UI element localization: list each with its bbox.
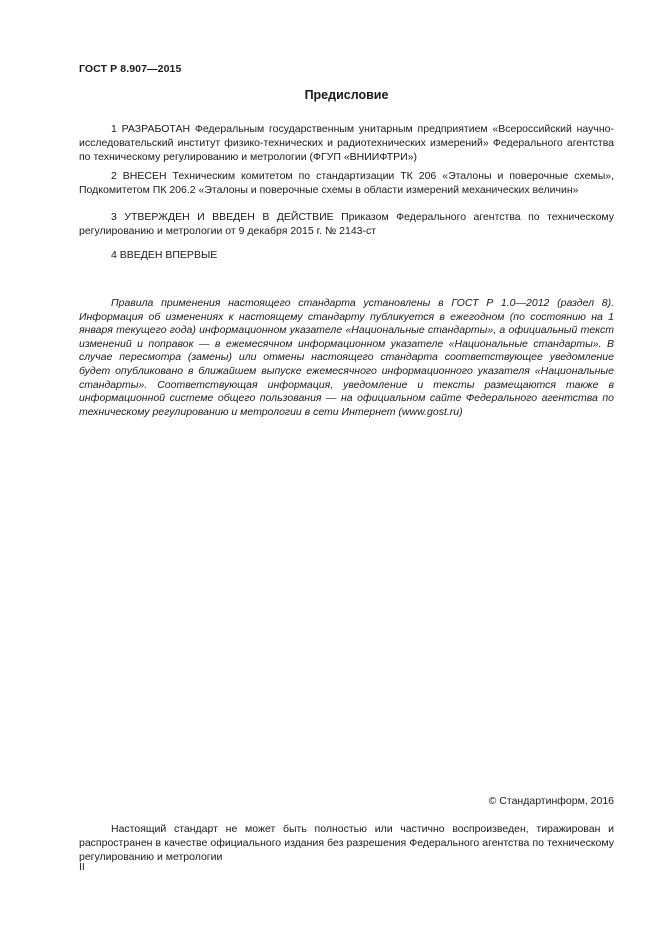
reproduction-notice: Настоящий стандарт не может быть полностью или частично воспроизведен, тиражирован и распространен в качестве официального издания без разрешения Федерального агентства по техническому регулированию и метрологии: [79, 823, 614, 863]
page-title: Предисловие: [304, 88, 389, 102]
foreword-item-4: 4 ВВЕДЕН ВПЕРВЫЕ: [111, 249, 218, 261]
application-rules-notice: Правила применения настоящего стандарта установлены в ГОСТ Р 1.0—2012 (раздел 8). Информация об изменениях к настоящему стандарту публикуется в ежегодном (по состоянию на 1 января текущего года) информационном указателе «Национальные стандарты», а официальный текст изменений и поправок — в ежемесячном информационном указателе «Национальные стандарты». В случае пересмотра (замены) или отмены настоящего стандарта соответствующее уведомление будет опубликовано в ближайшем выпуске ежемесячного информационного указателя «Национальные стандарты». Соответствующая информация, уведомление и тексты размещаются также в информационной системе общего пользования — на официальном сайте Федерального агентства по техническому регулированию и метрологии в сети Интернет (www.gost.ru): [79, 297, 614, 418]
page-number: II: [79, 861, 85, 873]
foreword-item-1: 1 РАЗРАБОТАН Федеральным государственным унитарным предприятием «Всероссийский научно-исследовательский институт физико-технических и радиотехнических измерений» Федерального агентства по техническому регулированию и метрологии (ФГУП «ВНИИФТРИ»): [79, 123, 614, 163]
copyright-line: © Стандартинформ, 2016: [488, 795, 614, 807]
foreword-item-2: 2 ВНЕСЕН Техническим комитетом по стандартизации ТК 206 «Эталоны и поверочные схемы», Подкомитетом ПК 206.2 «Эталоны и поверочные схемы в области измерений механических величин»: [79, 170, 614, 196]
standard-code-header: ГОСТ Р 8.907—2015: [79, 63, 182, 75]
foreword-item-3: 3 УТВЕРЖДЕН И ВВЕДЕН В ДЕЙСТВИЕ Приказом Федерального агентства по техническому регулированию и метрологии от 9 декабря 2015 г. № 2143-ст: [79, 211, 614, 237]
